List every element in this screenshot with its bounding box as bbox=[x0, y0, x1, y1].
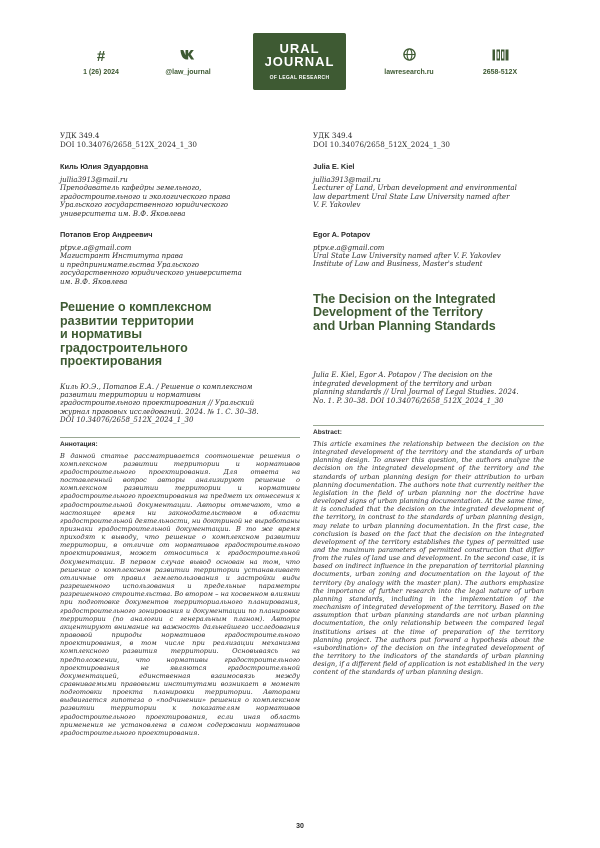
author-2-email[interactable]: ptpv.e.a@gmail.com bbox=[313, 243, 385, 252]
author-2-name: Egor A. Potapov bbox=[313, 229, 371, 239]
author-1-affiliation-line: университета им. В.Ф. Яковлева bbox=[60, 209, 186, 218]
author-1-email[interactable]: jullia3913@mail.ru bbox=[313, 176, 381, 184]
author-1-affiliation-line: Уральского государственного юридического bbox=[60, 201, 228, 210]
title-line: and Urban Planning Standards bbox=[313, 318, 496, 333]
author-2-affiliation-line: Ural State Law University named after V. F. Yakovlev bbox=[313, 252, 501, 261]
website-block[interactable] bbox=[379, 48, 439, 76]
author-1-affiliation-line: Преподаватель кафедры земельного, bbox=[60, 184, 202, 193]
logo-line-1: URAL bbox=[279, 41, 320, 56]
title-line: градостроительного bbox=[60, 340, 188, 355]
logo-line-2: JOURNAL bbox=[264, 54, 335, 69]
article-title bbox=[313, 293, 544, 334]
author-1-affiliation-line: law department Ural State Law University named after bbox=[313, 192, 510, 201]
website-link[interactable]: lawresearch.ru bbox=[384, 69, 434, 76]
citation-line: planning standards // Ural Journal of Legal Studies. 2024. bbox=[313, 388, 519, 397]
citation-line: градостроительного проектирования // Уральский bbox=[60, 399, 255, 408]
globe-icon bbox=[379, 48, 439, 65]
author-1-email[interactable]: jullia3913@mail.ru bbox=[60, 176, 128, 184]
issn-number: 2658-512X bbox=[482, 69, 518, 76]
citation-line: DOI 10.34076/2658_512X_2024_1_30 bbox=[60, 416, 194, 425]
udk: УДК 349.4 bbox=[313, 131, 353, 140]
vk-icon bbox=[158, 48, 218, 65]
author-1-affiliation-line: V. F. Yakovlev bbox=[313, 201, 361, 210]
author-1-name: Julia E. Kiel bbox=[313, 162, 355, 171]
title-line: и нормативы bbox=[60, 327, 143, 342]
citation-line: No. 1. P. 30–38. DOI 10.34076/2658_512X_2024_1_30 bbox=[313, 396, 504, 405]
title-line: проектирования bbox=[60, 354, 163, 369]
title-line: Development of the Territory bbox=[313, 305, 483, 320]
issue-number: 1 (26) 2024 bbox=[83, 69, 119, 76]
english-column bbox=[313, 131, 544, 677]
hash-icon: # bbox=[96, 48, 106, 65]
author-2-name: Потапов Егор Андреевич bbox=[60, 230, 153, 240]
citation-line: Киль Ю.Э., Потапов Е.А. / Решение о комплексном bbox=[60, 382, 253, 391]
abstract-label: Abstract: bbox=[313, 428, 342, 436]
doi: DOI 10.34076/2658_512X_2024_1_30 bbox=[60, 140, 198, 149]
citation-line: Julia E. Kiel, Egor A. Potapov / The decision on the bbox=[313, 371, 493, 380]
author-2-affiliation-line: государственного юридического университета bbox=[60, 269, 242, 278]
vk-handle: @law_journal bbox=[165, 69, 211, 76]
citation bbox=[313, 371, 544, 405]
issue-block bbox=[76, 48, 126, 76]
issn-block bbox=[470, 48, 530, 76]
udk: УДК 349.4 bbox=[60, 131, 100, 140]
logo-line-3: OF LEGAL RESEARCH bbox=[269, 75, 330, 81]
citation bbox=[60, 383, 300, 425]
title-line: развитии территории bbox=[60, 313, 194, 328]
author-2-affiliation-line: и предпринимательства Уральского bbox=[60, 260, 200, 269]
abstract-label: Аннотация: bbox=[60, 440, 98, 448]
abstract-text: В данной статье рассматривается соотношение решения о комплексном развитии территории и нормативов градостроительного проектирования. Для ответа на поставленный вопрос авторы анализируют решение о комплексном развитии территории и нормативы градостроительного проектирования на предмет их отнесения к градостроительной документации. Авторы отмечают, что в настоящее время ни законодательством в области градостроительной деятельности, ни доктриной не выработаны признаки градостроительной документации. В то же время приходят к выводу, что решение о комплексном развитии территории, в отличие от нормативов градостроительного проектирования, может относиться к градостроительной документации. В первом случае вывод основан на том, что решение о комплексном развитии территории устанавливает отличные от правил землепользования и застройки виды разрешенного использования и предельные параметры разрешенного строительства. Во втором – на косвенном влиянии при подготовке документов территориального планирования, градостроительного зонирования и документации по планировке территории (по аналогии с генеральным планом). Авторы акцентируют внимание на важность дальнейшего исследования правовой природы нормативов градостроительного проектирования, в том числе при реализации механизма комплексного развития территории. Основываясь на предположении, что нормативы градостроительного проектирования не являются градостроительной документацией, единственная взаимосвязь между сравниваемыми правовыми институтами возникает в момент подготовки проекта планировки территории. Авторами выдвигается гипотеза о «подчинении» решения о комплексном развитии территории к показателям нормативов градостроительного проектирования, если иная область применения не установлена в самом содержании нормативов градостроительного проектирования. bbox=[60, 451, 300, 737]
author-2-affiliation-line: Institute of Law and Business, Master's student bbox=[313, 260, 483, 269]
author-1-name: Киль Юлия Эдуардовна bbox=[60, 162, 149, 171]
vk-block[interactable] bbox=[158, 48, 218, 76]
citation-line: журнал правовых исследований. 2024. № 1. С. 30–38. bbox=[60, 407, 259, 416]
author-2-email[interactable]: ptpv.e.a@gmail.com bbox=[60, 244, 132, 253]
title-line: The Decision on the Integrated bbox=[313, 291, 496, 306]
citation-line: integrated development of the territory and urban bbox=[313, 379, 492, 388]
journal-logo bbox=[253, 33, 346, 90]
citation-line: развитии территории и нормативы bbox=[60, 390, 201, 399]
abstract-section bbox=[60, 437, 300, 737]
page-number: 30 bbox=[296, 823, 304, 830]
abstract-section bbox=[313, 425, 544, 677]
abstract-text: This article examines the relationship between the decision on the integrated development of the territory and the standards of urban planning design. To answer this question, the authors analyze the decision on the integrated development of the territory and the standards of urban planning design for their attribution to urban planning documentation. The authors note that currently neither the legislation in the field of urban planning nor the doctrine have developed signs of urban planning documentation. At the same time, it is concluded that the decision on the integrated development of the territory, in contrast to the standards of urban planning design, may relate to urban planning documentation. In the first case, the conclusion is based on the fact that the decision on the integrated development of the territory establishes the types of permitted use and the maximum parameters of permitted construction that differ from the rules of land use and development. In the second case, it is based on indirect influence in the preparation of territorial planning documents, urban zoning and documentation on the layout of the territory (by analogy with the master plan). The authors emphasize the importance of further research into the legal nature of urban planning standards, including in the implementation of the mechanism of integrated development of the territory. Based on the assumption that urban planning standards are not urban planning documentation, the only relationship between the compared legal institutions arises at the time of preparation of the territory planning project. The authors put forward a hypothesis about the «subordination» of the decision on the integrated development of the territory to the indicators of the standards of urban planning design, if a different field of application is not established in the very content of the standards of urban planning design. bbox=[313, 439, 544, 677]
author-1-affiliation-line: Lecturer of Land, Urban development and environmental bbox=[313, 184, 517, 193]
issn-icon bbox=[470, 48, 530, 65]
author-2-affiliation-line: им. В.Ф. Яковлева bbox=[60, 277, 128, 286]
title-line: Решение о комплексном bbox=[60, 300, 212, 315]
russian-column bbox=[60, 131, 300, 737]
doi: DOI 10.34076/2658_512X_2024_1_30 bbox=[313, 140, 451, 149]
author-2-affiliation-line: Магистрант Института права bbox=[60, 252, 183, 261]
author-1-affiliation-line: градостроительного и экологического права bbox=[60, 192, 231, 201]
article-title bbox=[60, 301, 300, 369]
